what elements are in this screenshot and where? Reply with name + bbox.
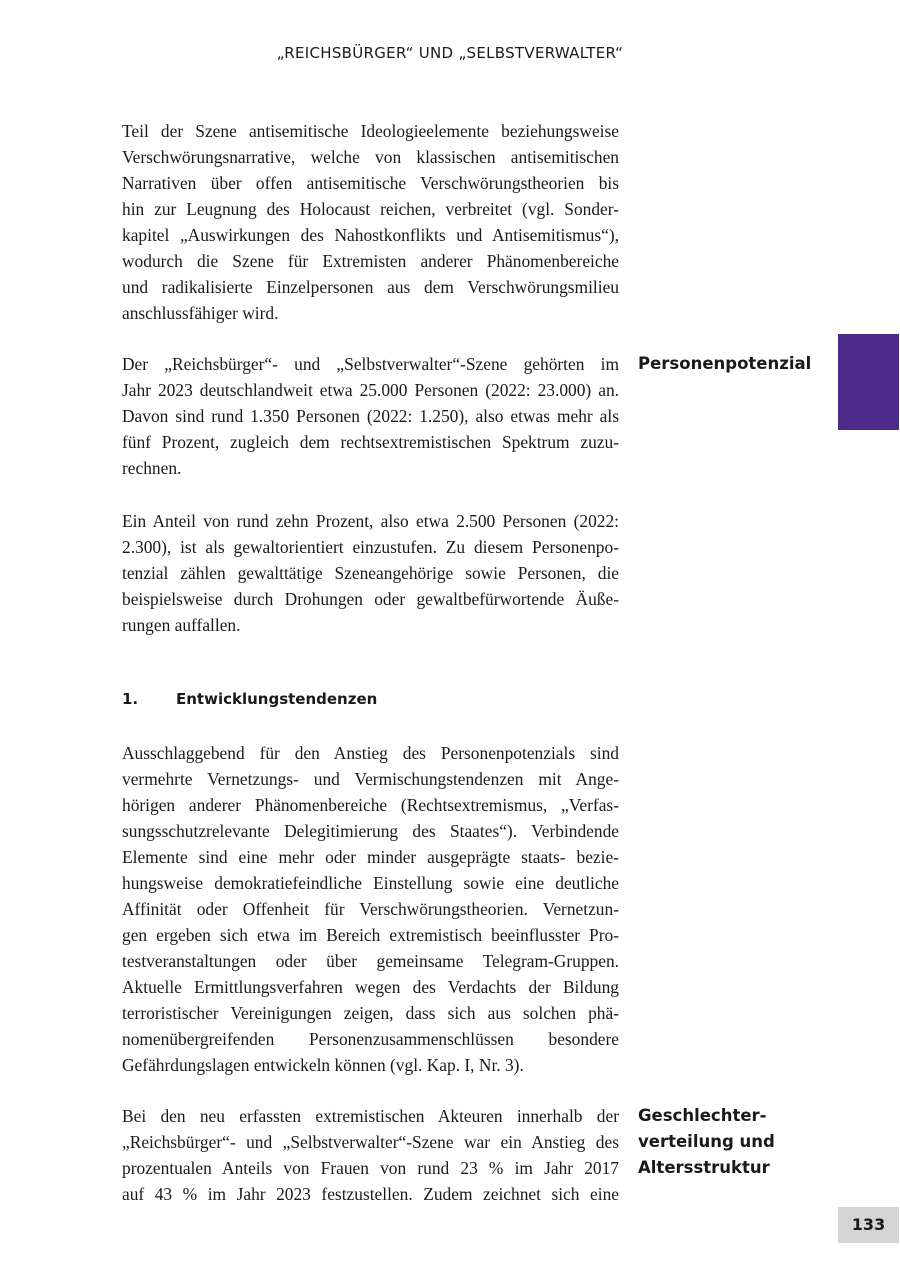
section-heading [122, 690, 377, 708]
text-line: nomenübergreifenden Personenzusammenschlüssen besondere [122, 1029, 619, 1049]
text-line: gen ergeben sich etwa im Bereich extremistisch beeinflusster Pro- [122, 925, 619, 945]
section-title: Entwicklungstendenzen [176, 690, 378, 708]
text-line: 2.300), ist als gewaltorientiert einzustufen. Zu diesem Personenpo- [122, 537, 619, 557]
text-line: Narrativen über offen antisemitische Verschwörungstheorien bis [122, 173, 619, 193]
text-line: wodurch die Szene für Extremisten anderer Phänomenbereiche [122, 251, 619, 271]
margin-note-line: Altersstruktur [638, 1158, 770, 1177]
text-line: rechnen. [122, 458, 182, 478]
text-line: hörigen anderer Phänomenbereiche (Rechtsextremismus, „Verfas- [122, 795, 619, 815]
text-line: auf 43 % im Jahr 2023 festzustellen. Zudem zeichnet sich eine [122, 1184, 619, 1204]
section-number: 1. [122, 690, 139, 708]
margin-note-line: verteilung und [638, 1132, 775, 1151]
paragraph-personenpotenzial [122, 351, 619, 481]
text-line: kapitel „Auswirkungen des Nahostkonflikts und Antisemitismus“), [122, 225, 619, 245]
paragraph-antisemitism [122, 118, 619, 326]
margin-note-line: Geschlechter- [638, 1106, 767, 1125]
text-line: sungsschutzrelevante Delegitimierung des Staates“). Verbindende [122, 821, 619, 841]
text-line: testveranstaltungen oder über gemeinsame Telegram-Gruppen. [122, 951, 619, 971]
text-line: Affinität oder Offenheit für Verschwörungstheorien. Vernetzun- [122, 899, 619, 919]
text-line: anschlussfähiger wird. [122, 303, 279, 323]
text-line: Verschwörungsnarrative, welche von klassischen antisemitischen [122, 147, 619, 167]
text-line: beispielsweise durch Drohungen oder gewaltbefürwortende Äuße- [122, 589, 619, 609]
margin-note-personenpotenzial: Personenpotenzial [638, 354, 812, 373]
page-number: 133 [838, 1207, 899, 1243]
text-line: Ausschlaggebend für den Anstieg des Personenpotenzials sind [122, 743, 619, 763]
text-line: Davon sind rund 1.350 Personen (2022: 1.250), also etwas mehr als [122, 406, 619, 426]
running-header [0, 44, 900, 62]
paragraph-geschlecht [122, 1103, 619, 1207]
chapter-tab-marker [838, 334, 899, 430]
text-line: Aktuelle Ermittlungsverfahren wegen des Verdachts der Bildung [122, 977, 619, 997]
text-line: Der „Reichsbürger“- und „Selbstverwalter“-Szene gehörten im [122, 354, 619, 374]
text-line: und radikalisierte Einzelpersonen aus dem Verschwörungsmilieu [122, 277, 619, 297]
running-header-text: „REICHSBÜRGER“ UND „SELBSTVERWALTER“ [276, 44, 624, 62]
text-line: terroristischer Vereinigungen zeigen, dass sich aus solchen phä- [122, 1003, 619, 1023]
text-line: fünf Prozent, zugleich dem rechtsextremistischen Spektrum zuzu- [122, 432, 619, 452]
text-line: hungsweise demokratiefeindliche Einstellung sowie eine deutliche [122, 873, 619, 893]
text-line: hin zur Leugnung des Holocaust reichen, verbreitet (vgl. Sonder- [122, 199, 619, 219]
text-line: prozentualen Anteils von Frauen von rund 23 % im Jahr 2017 [122, 1158, 619, 1178]
paragraph-gewaltorientiert [122, 508, 619, 638]
text-line: Ein Anteil von rund zehn Prozent, also etwa 2.500 Personen (2022: [122, 511, 619, 531]
text-line: Teil der Szene antisemitische Ideologieelemente beziehungsweise [122, 121, 619, 141]
text-line: Elemente sind eine mehr oder minder ausgeprägte staats- bezie- [122, 847, 619, 867]
text-line: rungen auffallen. [122, 615, 241, 635]
paragraph-entwicklung [122, 740, 619, 1078]
text-line: „Reichsbürger“- und „Selbstverwalter“-Szene war ein Anstieg des [122, 1132, 619, 1152]
text-line: Bei den neu erfassten extremistischen Akteuren innerhalb der [122, 1106, 619, 1126]
text-line: vermehrte Vernetzungs- und Vermischungstendenzen mit Ange- [122, 769, 619, 789]
text-line: tenzial zählen gewalttätige Szeneangehörige sowie Personen, die [122, 563, 619, 583]
text-line: Jahr 2023 deutschlandweit etwa 25.000 Personen (2022: 23.000) an. [122, 380, 619, 400]
margin-note-geschlechterverteilung [638, 1103, 775, 1181]
text-line: Gefährdungslagen entwickeln können (vgl. Kap. I, Nr. 3). [122, 1055, 524, 1075]
